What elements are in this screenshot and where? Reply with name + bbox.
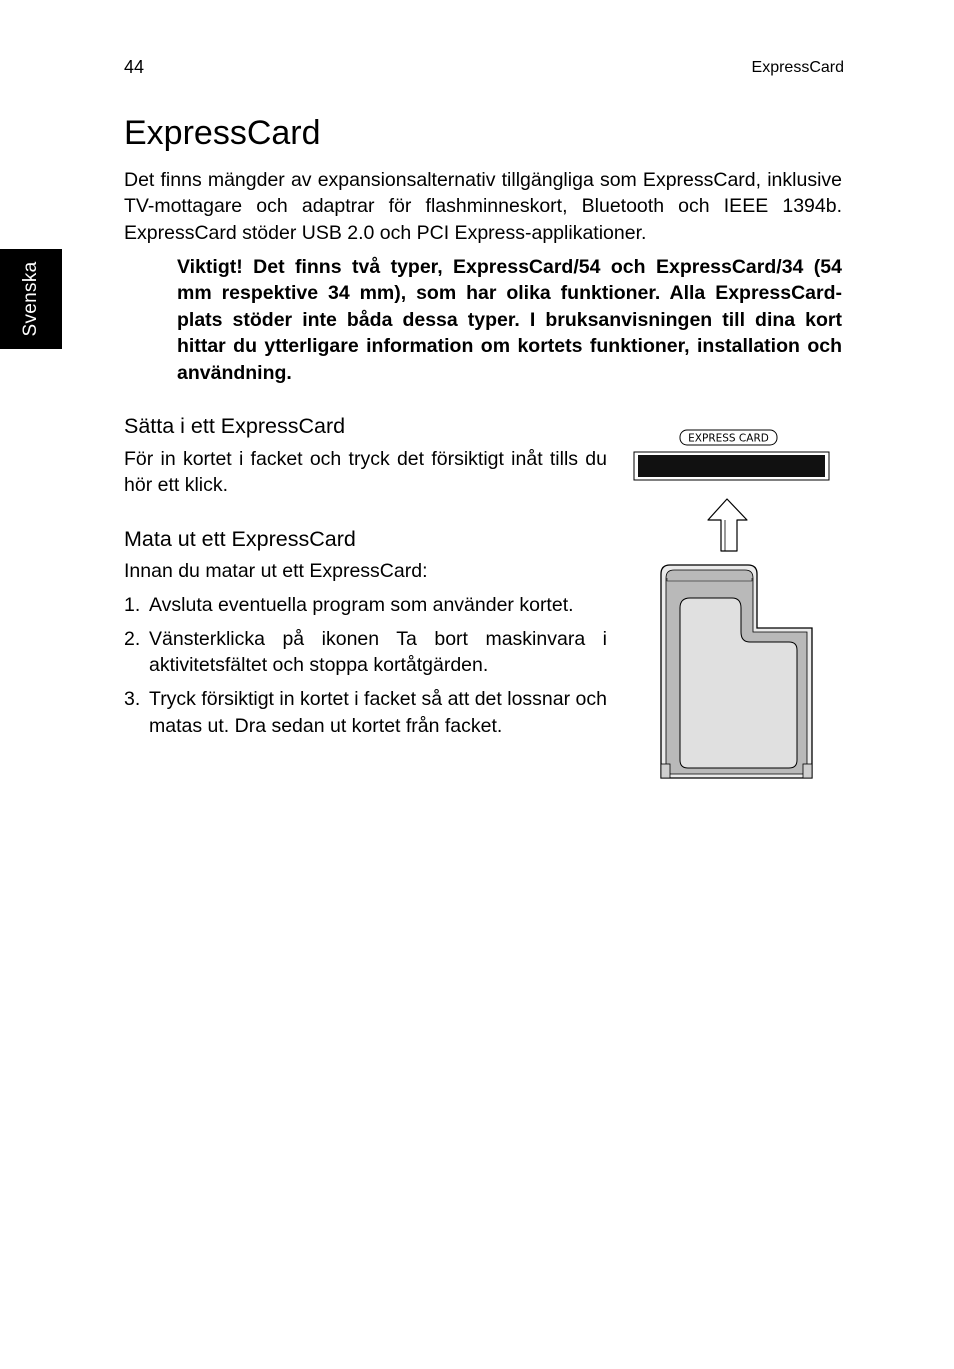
slot-label: EXPRESS CARD — [688, 432, 769, 445]
step-number: 1. — [124, 594, 141, 616]
page-title: ExpressCard — [124, 114, 321, 152]
eject-heading: Mata ut ett ExpressCard — [124, 527, 356, 551]
running-header: ExpressCard — [751, 59, 844, 76]
intro-paragraph: Det finns mängder av expansionsalternativ tillgängliga som ExpressCard, inklusive TV-mottagare och adaptrar för flashminneskort, Bluetooth och IEEE 1394b. ExpressCard stöder USB 2.0 och PCI Express-applikationer. — [124, 169, 842, 244]
eject-steps — [124, 592, 607, 747]
step-text: Vänsterklicka på ikonen Ta bort maskinvara i aktivitetsfältet och stoppa kortåtgärden. — [149, 628, 607, 677]
insert-heading: Sätta i ett ExpressCard — [124, 414, 346, 438]
list-item — [124, 626, 607, 679]
expresscard-card — [661, 565, 812, 778]
expresscard-insert-illustration — [628, 424, 834, 786]
list-item — [124, 686, 607, 739]
arrow-up-icon — [708, 499, 747, 551]
eject-intro: Innan du matar ut ett ExpressCard: — [124, 560, 428, 582]
page-number: 44 — [124, 57, 145, 77]
language-tab — [0, 249, 62, 349]
step-number: 3. — [124, 688, 141, 711]
insert-paragraph: För in kortet i facket och tryck det försiktigt inåt tills du hör ett klick. — [124, 448, 607, 497]
important-note: Viktigt! Det finns två typer, ExpressCard/54 och ExpressCard/34 (54 mm respektive 34 mm), som har olika funktioner. Alla ExpressCard-plats stöder inte båda dessa typer. I bruksanvisningen till dina kort hittar du ytterligare information om kortets funktioner, installation och användning. — [177, 256, 842, 384]
step-text: Tryck försiktigt in kortet i facket så att det lossnar och matas ut. Dra sedan ut kortet från facket. — [149, 688, 607, 737]
language-tab-label: Svenska — [20, 261, 41, 337]
list-item — [124, 592, 607, 618]
step-number: 2. — [124, 628, 141, 650]
step-text: Avsluta eventuella program som använder kortet. — [149, 594, 574, 616]
